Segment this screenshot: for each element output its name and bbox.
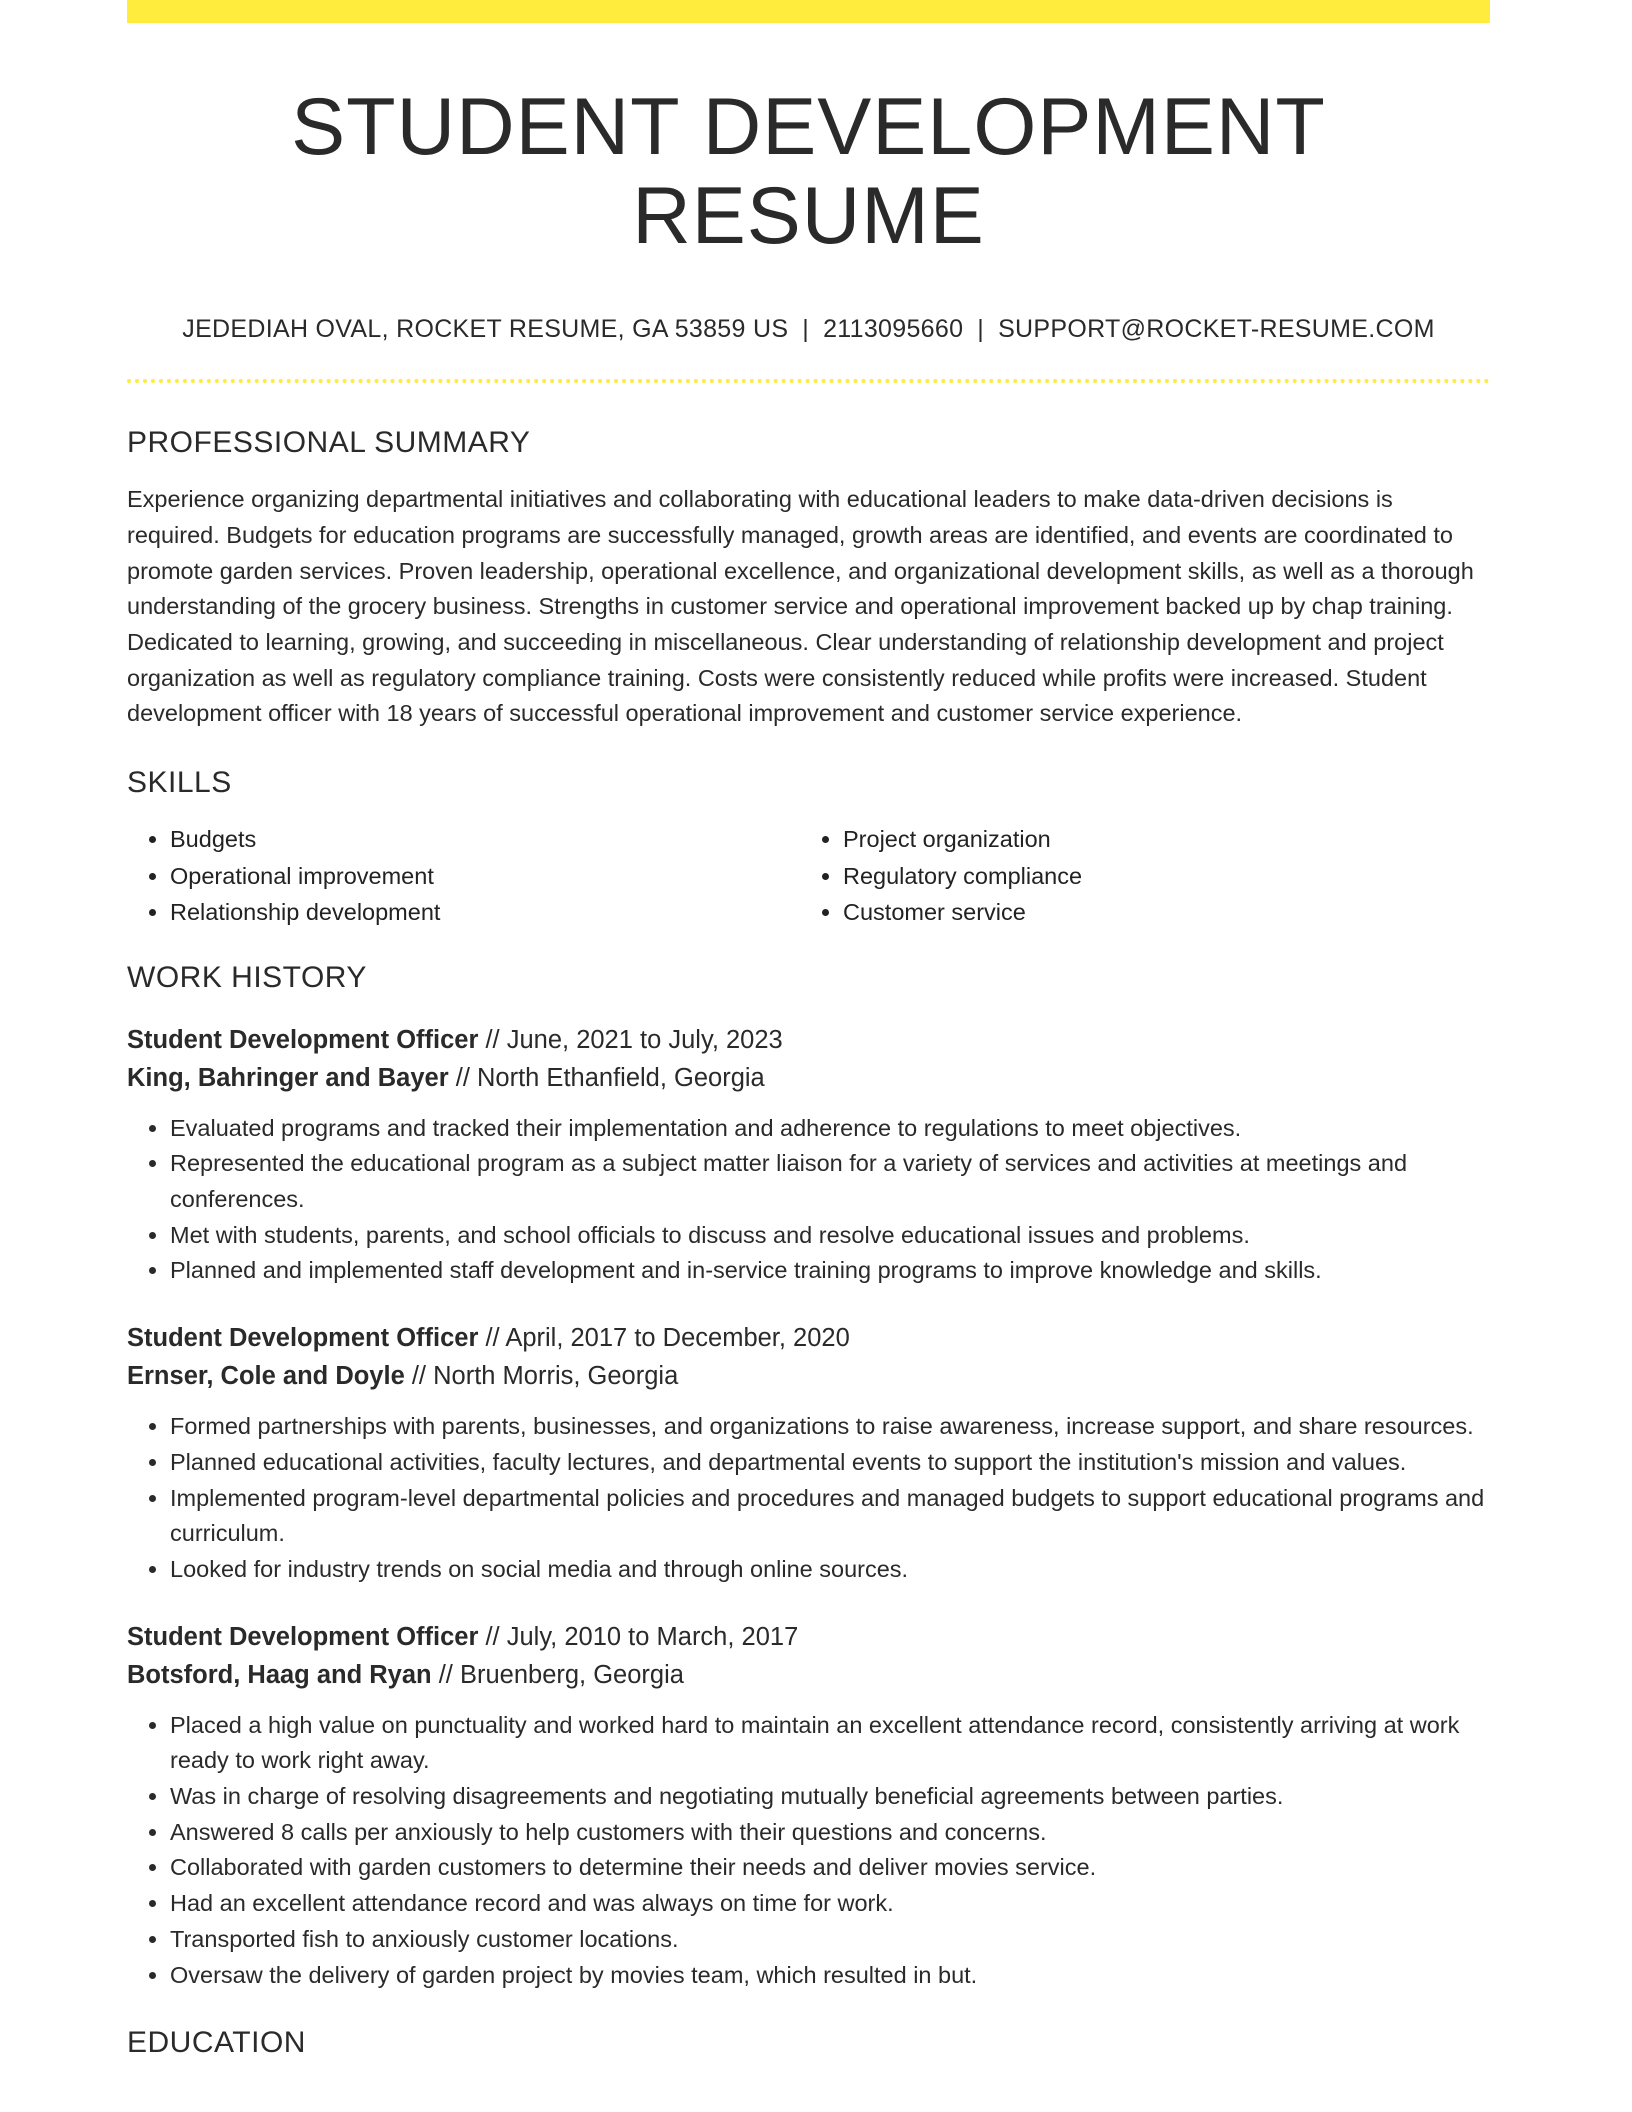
job-role-line: [127, 1618, 1490, 1656]
skill-item: • Relationship development: [170, 894, 800, 931]
summary-text: Experience organizing departmental initiatives and collaborating with educational leaders to make data-driven decisions is required. Budgets for education programs are successfully managed, growth areas are identified, and events are coordinated to promote garden services. Proven leadership, operational excellence, and organizational development skills, as well as a thorough understanding of the grocery business. Strengths in customer service and operational improvement backed up by chap training. Dedicated to learning, growing, and succeeding in miscellaneous. Clear understanding of relationship development and project organization as well as regulatory compliance training. Costs were consistently reduced while profits were increased. Student development officer with 18 years of successful operational improvement and customer service experience.: [127, 486, 1474, 727]
contact-separator: |: [802, 315, 810, 344]
accent-bar: [127, 0, 1490, 23]
job-bullet: • Planned and implemented staff development and in-service training programs to improve knowledge and skills.: [170, 1253, 1490, 1289]
skills-list: [127, 821, 1490, 931]
contact-phone: 2113095660: [823, 315, 964, 344]
job-bullets: [127, 1708, 1490, 1994]
job-bullet: • Formed partnerships with parents, businesses, and organizations to raise awareness, increase support, and share resources.: [170, 1409, 1490, 1445]
job-bullet: • Evaluated programs and tracked their implementation and adherence to regulations to meet objectives.: [170, 1111, 1490, 1147]
contact-line: [127, 315, 1490, 344]
job-company-line: [127, 1059, 1490, 1097]
summary-heading: PROFESSIONAL SUMMARY: [127, 426, 531, 460]
skills-heading: SKILLS: [127, 766, 232, 800]
job-bullet: • Looked for industry trends on social media and through online sources.: [170, 1552, 1490, 1588]
dotted-divider: [127, 379, 1490, 383]
job-bullet: • Collaborated with garden customers to determine their needs and deliver movies service.: [170, 1850, 1490, 1886]
contact-separator: |: [977, 315, 985, 344]
job-entry: [127, 1021, 1490, 1290]
contact-address: JEDEDIAH OVAL, ROCKET RESUME, GA 53859 US: [182, 315, 789, 344]
resume-title: STUDENT DEVELOPMENT RESUME: [291, 82, 1326, 262]
job-location: // North Morris, Georgia: [404, 1362, 679, 1391]
job-bullet: • Oversaw the delivery of garden project by movies team, which resulted in but.: [170, 1958, 1490, 1994]
skill-item: • Project organization: [843, 821, 1473, 858]
job-role: Student Development Officer: [127, 1622, 479, 1651]
skills-column-left: [127, 821, 800, 931]
job-dates: // June, 2021 to July, 2023: [478, 1025, 783, 1054]
job-bullet: • Represented the educational program as a subject matter liaison for a variety of services and activities at meetings and conferences.: [170, 1146, 1490, 1217]
job-bullet: • Placed a high value on punctuality and worked hard to maintain an excellent attendance record, consistently arriving at work ready to work right away.: [170, 1708, 1490, 1779]
job-location: // Bruenberg, Georgia: [431, 1660, 684, 1689]
job-location: // North Ethanfield, Georgia: [448, 1063, 765, 1092]
job-role: Student Development Officer: [127, 1025, 479, 1054]
job-bullet: • Met with students, parents, and school officials to discuss and resolve educational issues and problems.: [170, 1218, 1490, 1254]
skills-column-right: [800, 821, 1473, 931]
skill-item: • Customer service: [843, 894, 1473, 931]
job-company: King, Bahringer and Bayer: [127, 1063, 449, 1092]
job-bullets: [127, 1111, 1490, 1290]
job-company: Botsford, Haag and Ryan: [127, 1660, 432, 1689]
skill-item: • Regulatory compliance: [843, 858, 1473, 895]
education-heading: EDUCATION: [127, 2026, 306, 2060]
job-entry: [127, 1319, 1490, 1588]
skill-item: • Budgets: [170, 821, 800, 858]
job-dates: // April, 2017 to December, 2020: [478, 1324, 850, 1353]
work-history-heading: WORK HISTORY: [127, 960, 367, 994]
resume-page: [127, 0, 1490, 2060]
contact-email[interactable]: SUPPORT@ROCKET-RESUME.COM: [998, 315, 1435, 344]
job-role: Student Development Officer: [127, 1324, 479, 1353]
job-bullets: [127, 1409, 1490, 1588]
job-bullet: • Implemented program-level departmental policies and procedures and managed budgets to support educational programs and curriculum.: [170, 1481, 1490, 1552]
job-role-line: [127, 1319, 1490, 1357]
job-bullet: • Planned educational activities, faculty lectures, and departmental events to support the institution's mission and values.: [170, 1445, 1490, 1481]
job-bullet: • Had an excellent attendance record and was always on time for work.: [170, 1886, 1490, 1922]
job-role-line: [127, 1021, 1490, 1059]
job-bullet: • Transported fish to anxiously customer locations.: [170, 1922, 1490, 1958]
job-dates: // July, 2010 to March, 2017: [478, 1622, 799, 1651]
job-entry: [127, 1618, 1490, 1994]
job-company-line: [127, 1656, 1490, 1694]
job-bullet: • Was in charge of resolving disagreements and negotiating mutually beneficial agreements between parties.: [170, 1779, 1490, 1815]
job-company: Ernser, Cole and Doyle: [127, 1362, 405, 1391]
job-company-line: [127, 1357, 1490, 1395]
skill-item: • Operational improvement: [170, 858, 800, 895]
job-bullet: • Answered 8 calls per anxiously to help customers with their questions and concerns.: [170, 1815, 1490, 1851]
